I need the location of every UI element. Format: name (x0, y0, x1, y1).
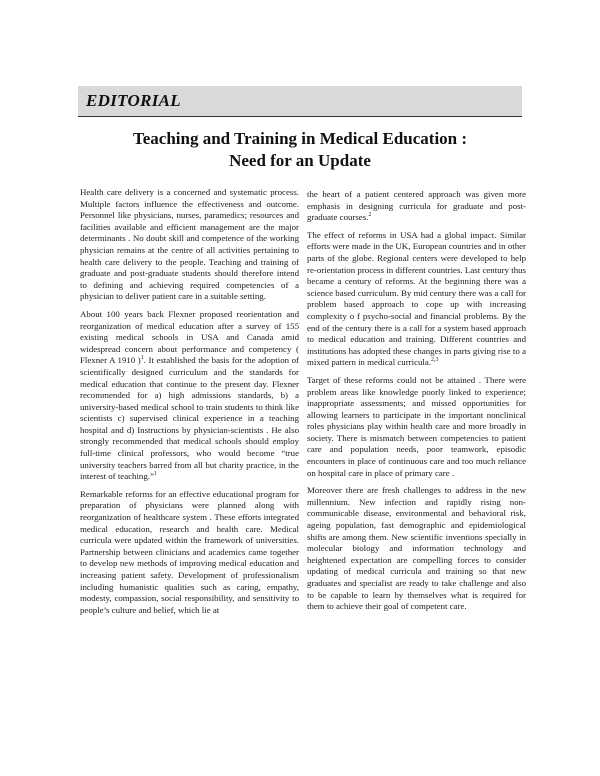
paragraph: Remarkable reforms for an effective educational program for preparation of physicians were planned along with reorganization of healthcare system . These efforts integrated medical education, research and health care. Medical curricula were updated within the framework of universities. Partnership between clinicians and academics came together to develop new methods of improving medical education and increasing patient safety. Development of professionalism including humanistic qualities such as caring, empathy, modesty, compassion, social responsibility, and sensitivity to people’s culture and belief, which lie at (80, 488, 299, 615)
paragraph-text: the heart of a patient centered approach was given more emphasis in designing curricula for graduate and post-graduate courses. (307, 189, 526, 223)
paragraph-text: About 100 years back Flexner proposed reorientation and reorganization of medical education after a survey of 155 existing medical schools in USA and Canada amid widespread concern about performance and competency ( Flexner A 1910 ) (80, 308, 299, 366)
paragraph (307, 230, 526, 369)
reference-marker: 2 (368, 212, 372, 219)
paragraph: Target of these reforms could not be attained . There were problem areas like knowledge poorly linked to experience; inappropriate assessments; and missed opportunities for allowing learners to participate in the important nonclinical roles physicians play within health care and more broadly in society. There is mismatch between competencies to patient care and population needs, poor teamwork, episodic encounters in place of continuous care and too much reliance on hospital care in place of primary care . (307, 374, 526, 478)
paragraph-text: . It established the basis for the adoption of scientifically designed curriculum and the standards for medical education that continue to the present day. Flexner recommended for a) high admissions standards, b) a university-based medical school to train students to think like scientists c) supervised clinical experience in a teaching hospital and d) Instructions by physician-scientists . He also strongly recommended that medical schools should employ full-time clinical professors, who would become “true university teachers barred from all but charity practice, in the interest of teaching.” (80, 355, 299, 482)
section-label: EDITORIAL (86, 91, 181, 110)
paragraph: Moreover there are fresh challenges to address in the new millennium. New infection and rapidly rising non-communicable disease, environmental and behavioral risk, ageing population, fast demographic and epidemiological shifts are among them. New scientific inventions specially in molecular biology and information technology and heightened expectation are compelling forces to consider updating of medical curricula and training so that new graduates and specialist are ready to take challenge and also to be capable to learn by themselves what is required for them to achieve their goal of competent care. (307, 485, 526, 612)
paragraph (80, 309, 299, 483)
reference-marker: 1 (153, 471, 157, 478)
title-line-2: Need for an Update (229, 151, 371, 170)
left-column (80, 187, 299, 622)
section-header-band (78, 86, 522, 117)
title-line-1: Teaching and Training in Medical Education : (132, 129, 468, 148)
paragraph (307, 189, 526, 224)
paragraph: Health care delivery is a concerned and systematic process. Multiple factors influence the effectiveness and outcome. Personnel like physicians, nurses, paramedics; resources and facilities available and efficient management are the major determinants . No doubt skill and competence of the working physician remains at the centre of all activities pertaining to health care delivery to the people. Teaching and training of graduate and post-graduate students should therefore intend to defining and achieving required competencies of a physician to deliver patient care in a suitable setting. (80, 187, 299, 302)
article-title (78, 128, 522, 172)
reference-marker: 1 (140, 355, 144, 362)
reference-marker: 2,3 (431, 357, 439, 364)
paragraph-text: The effect of reforms in USA had a global impact. Similar efforts were made in the UK, European countries and in other parts of the globe. Regional centers were developed to help re-orientation process in different countries. Last century thus became a century of reforms. At the beginning there was a science based curriculum. By mid century there was a call for problem based approach to cope up with increasing complexity o f psycho-social and financial problems. By the end of the century there is a call for a system based approach to medical education and training. Different countries and institutions has adopted these changes in parts giving rise to a mixed pattern in medical curricula. (307, 229, 526, 368)
right-column (307, 189, 526, 619)
